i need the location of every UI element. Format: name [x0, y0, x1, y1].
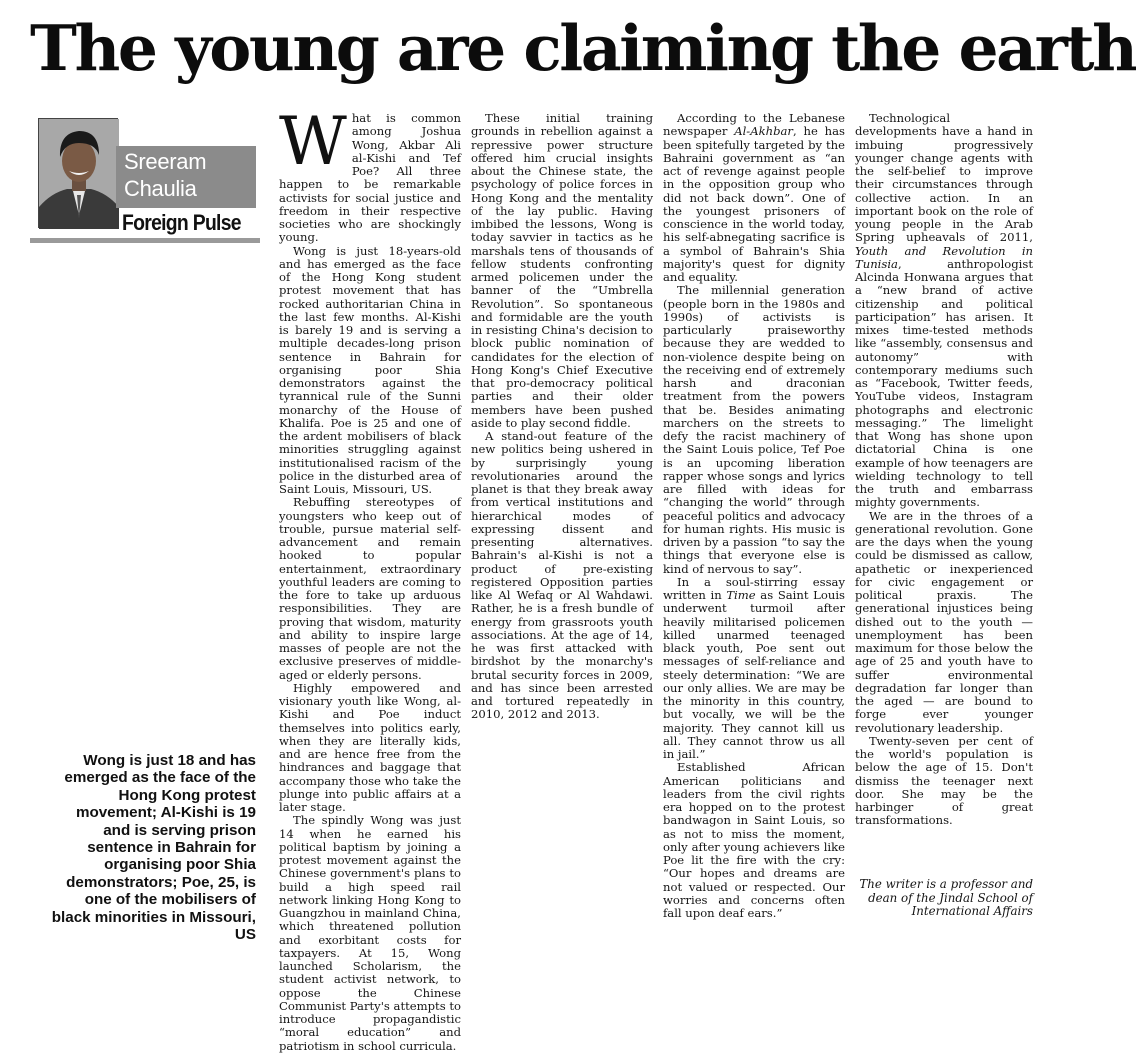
article-column-3 — [663, 112, 845, 938]
article-paragraph: Rebuffing stereotypes of youngsters who keep out of trouble, pursue material self-advancement and remain hooked to popular entertainment, extraordinary youthful leaders are coming to the fore to take up arduous responsibilities. They are proving that wisdom, maturity and ability to inspire large masses of people are not the exclusive preserves of middle-aged or elderly persons. — [279, 495, 461, 682]
author-last-name: Chaulia — [124, 176, 197, 201]
headline: The young are claiming the earth — [30, 11, 1136, 85]
author-photo — [38, 118, 118, 228]
article-paragraph: Twenty-seven per cent of the world's population is below the age of 15. Don't dismiss the teenager next door. She may be the harbinger of great transformations. — [855, 733, 1033, 828]
article-paragraph: Highly empowered and visionary youth like Wong, al-Kishi and Poe induct themselves into politics early, when they are literally kids, and are hence free from the hindrances and baggage that accompany those who take the plunge into public affairs at a later stage. — [279, 680, 461, 814]
article-column-2 — [471, 112, 653, 938]
author-portrait-image — [39, 119, 119, 229]
article-paragraph: These initial training grounds in rebellion against a repressive power structure offered him crucial insights about the Chinese state, the psychology of police forces in Hong Kong and the mentality of the lay public. Having imbibed the lessons, Wong is today savvier in tactics as he marshals tens of thousands of fellow students confronting armed policemen under the banner of the “Umbrella Revolution”. So spontaneous and formidable are the youth in resisting China's decision to block public nomination of candidates for the election of Hong Kong's Chief Executive that pro-democracy political parties and their older members have been pushed aside to play second fiddle. — [471, 111, 653, 430]
author-name-box — [116, 146, 256, 208]
author-first-name: Sreeram — [124, 149, 207, 174]
article-paragraph: We are in the throes of a generational revolution. Gone are the days when the young could be dismissed as callow, apathetic or inexperienced for civic engagement or political praxis. The generational injustices being dished out to the youth — unemployment has been maximum for those below the age of 25 and youth have to suffer environmental degradation far longer than the aged — are bound to forge ever younger revolutionary leadership. — [855, 508, 1033, 735]
column-name: Foreign Pulse — [122, 210, 241, 235]
author-signoff: The writer is a professor and dean of the Jindal School of International Affairs — [859, 877, 1033, 918]
drop-cap: W — [279, 103, 347, 180]
article-paragraph: According to the Lebanese newspaper Al-Akhbar, he has been spitefully targeted by the Bahraini government as “an act of revenge against people in the opposition group who did not back down”. One of the youngest prisoners of conscience in the world today, his self-abnegating sacrifice is a symbol of Bahrain's Shia majority's quest for dignity and equality. — [663, 111, 846, 284]
article-paragraph: Established African American politicians and leaders from the civil rights era hopped on to the protest bandwagon in Saint Louis, so as not to miss the moment, only after young achievers like Poe lit the fire with the cry: “Our hopes and dreams are not valued or respected. Our worries and concerns often fall upon deaf ears.” — [663, 760, 845, 920]
author-divider — [30, 238, 260, 243]
article-paragraph: Technological developments have a hand in imbuing progressively younger change agents with the self-belief to improve their circumstances through collective action. In an important book on the role of young people in the Arab Spring upheavals of 2011, Youth and Revolution in Tunisia, anthropologist Alcinda Honwana argues that a “new brand of active citizenship and political participation” has arisen. It mixes time-tested methods like “assembly, consensus and autonomy” with contemporary mediums such as “Facebook, Twitter feeds, YouTube videos, Instagram photographs and electronic messaging.” The limelight that Wong has shone upon dictatorial China is one example of how teenagers are wielding technology to tell the truth and embarrass mighty governments. — [855, 111, 1033, 510]
article-paragraph: The spindly Wong was just 14 when he earned his political baptism by joining a protest movement against the Chinese government's plans to build a high speed rail network linking Hong Kong to Guangzhou in mainland China, which threatened pollution and exorbitant costs for taxpayers. At 15, Wong launched Scholarism, the student activist network, to oppose the Chinese Communist Party's attempts to introduce propagandistic “moral education” and patriotism in school curricula. — [279, 813, 461, 1053]
pull-quote: Wong is just 18 and has emerged as the face of the Hong Kong protest movement; Al-Kishi is 19 and is serving prison sentence in Bahrain for organising poor Shia demonstrators; Poe, 25, is one of the mobilisers of black minorities in Missouri, US — [51, 752, 256, 944]
article-paragraph: The millennial generation (people born in the 1980s and 1990s) of activists is particularly praiseworthy because they are wedded to non-violence despite being on the receiving end of extremely harsh and draconian treatment from the powers that be. Besides animating marchers on the streets to defy the racist machinery of the Saint Louis police, Tef Poe is an upcoming liberation rapper whose songs and lyrics are filled with ideas for “changing the world” through peaceful politics and advocacy for human rights. His music is driven by a passion “to say the things that everyone else is kind of nervous to say”. — [663, 283, 845, 576]
article-paragraph: In a soul-stirring essay written in Time as Saint Louis underwent turmoil after heavily militarised policemen killed unarmed teenaged black youth, Poe sent out messages of self-reliance and steely determination: “We are our only allies. We are may be the minority in this country, but vocally, we will be the majority. They cannot kill us all. They cannot throw us all in jail.” — [663, 574, 845, 761]
article-paragraph: What is common among Joshua Wong, Akbar Ali al-Kishi and Tef Poe? All three happen to be remarkable activists for social justice and freedom in their respective societies who are shockingly young. — [279, 103, 461, 245]
article-paragraph: A stand-out feature of the new politics being ushered in by surprisingly young revolutionaries around the planet is that they break away from vertical institutions and hierarchical modes of expressing dissent and presenting alternatives. Bahrain's al-Kishi is not a product of pre-existing registered Opposition parties like Al Wefaq or Al Wahdawi. Rather, he is a fresh bundle of energy from grassroots youth associations. At the age of 14, he was first attacked with birdshot by the monarchy's brutal security forces in 2009, and has since been arrested and tortured repeatedly in 2010, 2012 and 2013. — [471, 429, 653, 722]
article-column-1 — [279, 103, 461, 1053]
author-box — [30, 114, 260, 246]
article-paragraph: Wong is just 18-years-old and has emerged as the face of the Hong Kong student protest movement that has rocked authoritarian China in the last few months. Al-Kishi is barely 19 and is serving a multiple decades-long prison sentence in Bahrain for organising poor Shia demonstrators against the tyrannical rule of the Sunni monarchy of the House of Khalifa. Poe is 25 and one of the ardent mobilisers of black minorities struggling against institutionalised racism of the police in the disturbed area of Saint Louis, Missouri, US. — [279, 243, 461, 496]
article-column-4 — [855, 112, 1033, 872]
